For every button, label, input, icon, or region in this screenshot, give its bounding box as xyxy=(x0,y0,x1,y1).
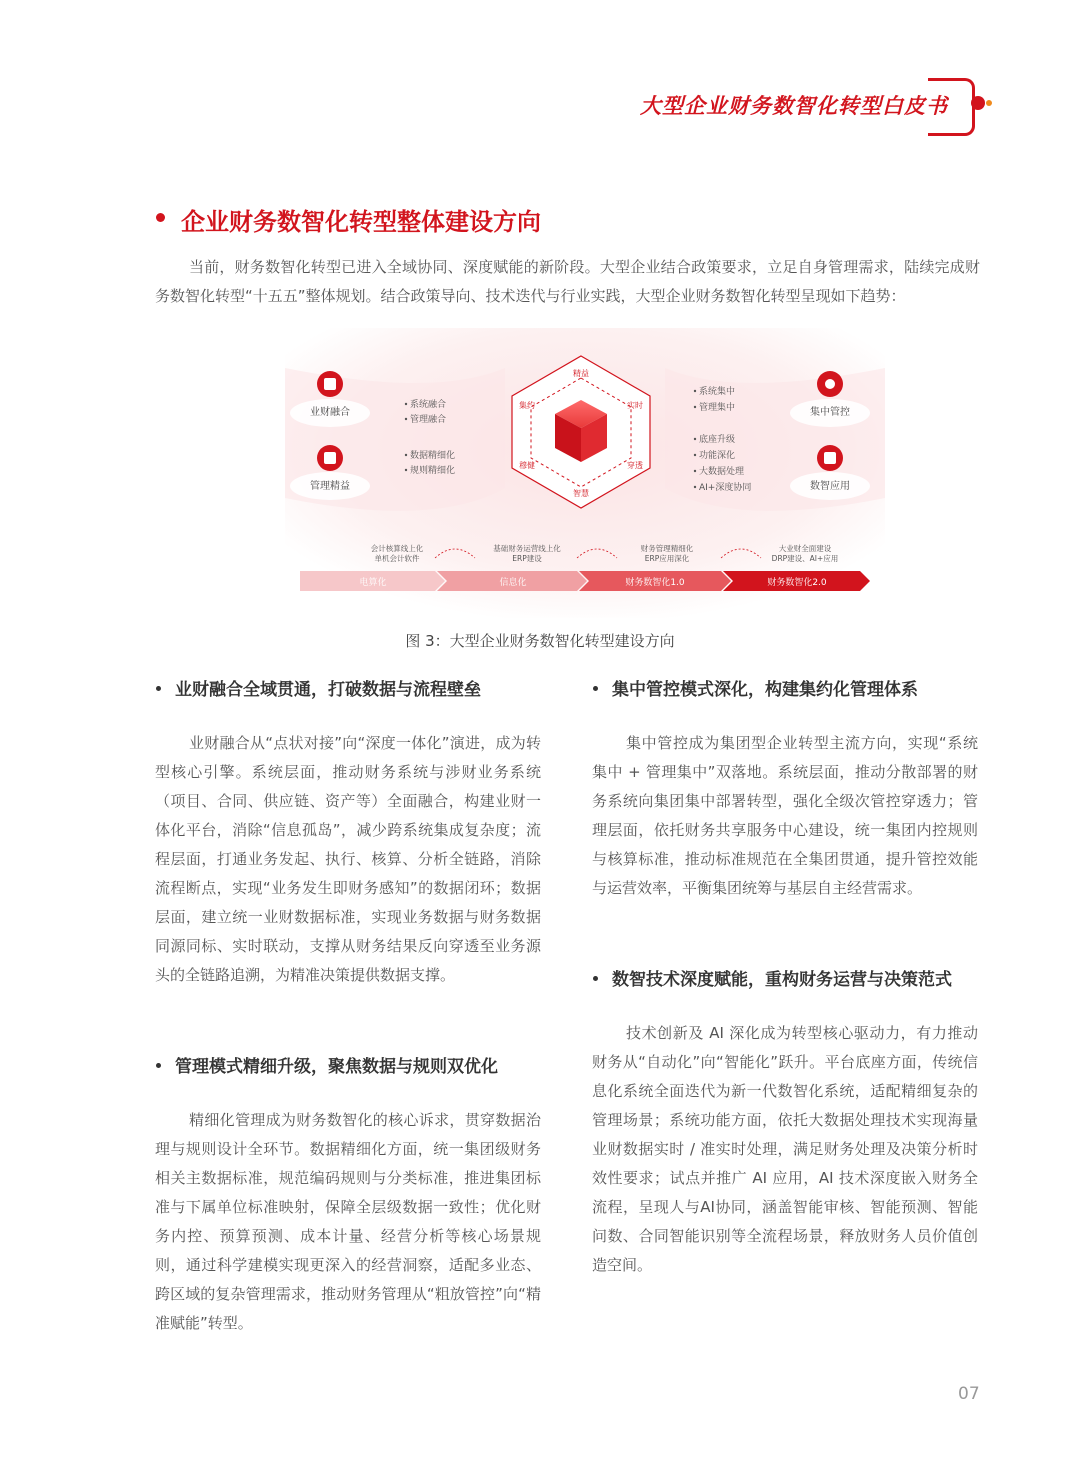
section-bullet-icon xyxy=(156,213,165,222)
figure-caption: 图 3：大型企业财务数智化转型建设方向 xyxy=(405,632,675,650)
bullet-text: AI+深度协同 xyxy=(699,483,752,493)
stage-note: 基础财务运营线上化 xyxy=(493,544,561,553)
hex-label: 智慧 xyxy=(573,489,589,498)
bullet-text: 系统集中 xyxy=(699,387,736,397)
document-header-title: 大型企业财务数智化转型白皮书 xyxy=(640,94,948,118)
hex-label: 精益 xyxy=(573,369,589,378)
subsection-bullet-icon xyxy=(593,686,598,691)
stage-note: DRP建设、AI+应用 xyxy=(771,554,839,563)
page-number: 07 xyxy=(958,1384,980,1404)
header-dot-icon xyxy=(971,96,985,110)
bullet-text: 数据精细化 xyxy=(410,451,456,461)
node-label: 集中管控 xyxy=(810,407,850,418)
stage-label: 电算化 xyxy=(359,578,387,588)
header-frame-decoration xyxy=(928,78,975,136)
subsection-title: 管理模式精细升级，聚焦数据与规则双优化 xyxy=(175,1057,498,1077)
hex-label: 穆健 xyxy=(519,461,535,470)
bullet-text: 大数据处理 xyxy=(699,467,745,477)
node-label: 业财融合 xyxy=(310,407,350,418)
bullet-text: 规则精细化 xyxy=(410,466,456,476)
node-label: 数智应用 xyxy=(810,481,850,492)
bullet-text: 系统融合 xyxy=(410,400,447,410)
stage-note: ERP应用深化 xyxy=(644,554,690,563)
subsection-bullet-icon xyxy=(593,976,598,981)
hex-label: 集约 xyxy=(519,401,535,410)
subsection-body: 集中管控成为集团型企业转型主流方向，实现“系统集中 + 管理集中”双落地。系统层面，推动分散部署的财务系统向集团集中部署转型，强化全级次管控穿透力；管理层面，依托财务共享服务中心建设，统一集团内控规则与核算标准，推动标准规范在全集团贯通，提升管控效能与运营效率，平衡集团统筹与基层自主经营需求。 xyxy=(592,734,978,897)
stage-note: ERP建设 xyxy=(512,554,542,563)
stage-note: 财务管理精细化 xyxy=(640,544,694,553)
stage-note: 大业财全面建设 xyxy=(778,544,832,553)
hex-label: 穿透 xyxy=(627,461,643,470)
subsection-body: 技术创新及 AI 深化成为转型核心驱动力，有力推动财务从“自动化”向“智能化”跃升。平台底座方面，传统信息化系统全面迭代为新一代数智化系统，适配精细复杂的管理场景；系统功能方面，依托大数据处理技术实现海量业财数据实时 / 准实时处理，满足财务处理及决策分析时效性要求；试点并推广 AI 应用，AI 技术深度嵌入财务全流程，呈现人与AI协同，涵盖智能审核、智能预测、智能问数、合同智能识别等全流程场景，释放财务人员价值创造空间。 xyxy=(592,1024,978,1274)
stage-note: 单机会计软件 xyxy=(374,554,420,563)
header-dot-small-icon xyxy=(986,100,992,106)
bullet-text: 功能深化 xyxy=(699,451,736,461)
subsection-bullet-icon xyxy=(156,1063,161,1068)
stage-note: 会计核算线上化 xyxy=(370,544,424,553)
subsection-bullet-icon xyxy=(156,686,161,691)
hex-label: 实时 xyxy=(627,401,643,410)
stage-label: 信息化 xyxy=(499,578,527,588)
subsection-title: 集中管控模式深化，构建集约化管理体系 xyxy=(612,680,918,700)
node-label: 管理精益 xyxy=(310,481,350,492)
stage-label: 财务数智化2.0 xyxy=(767,578,827,588)
subsection-title: 数智技术深度赋能，重构财务运营与决策范式 xyxy=(612,970,952,990)
bullet-text: 管理集中 xyxy=(699,403,736,413)
subsection-body: 业财融合从“点状对接”向“深度一体化”演进，成为转型核心引擎。系统层面，推动财务系统与涉财业务系统（项目、合同、供应链、资产等）全面融合，构建业财一体化平台，消除“信息孤岛”，减少跨系统集成复杂度；流程层面，打通业务发起、执行、核算、分析全链路，消除流程断点，实现“业务发生即财务感知”的数据闭环；数据层面，建立统一业财数据标准，实现业务数据与财务数据同源同标、实时联动，支撑从财务结果反向穿透至业务源头的全链路追溯，为精准决策提供数据支撑。 xyxy=(155,734,541,984)
bullet-text: 底座升级 xyxy=(699,435,736,445)
section-title: 企业财务数智化转型整体建设方向 xyxy=(181,208,541,236)
section-intro-paragraph: 当前，财务数智化转型已进入全域协同、深度赋能的新阶段。大型企业结合政策要求，立足自身管理需求，陆续完成财务数智化转型“十五五”整体规划。结合政策导向、技术迭代与行业实践，大型企业财务数智化转型呈现如下趋势： xyxy=(155,258,980,305)
subsection-body: 精细化管理成为财务数智化的核心诉求，贯穿数据治理与规则设计全环节。数据精细化方面，统一集团级财务相关主数据标准，规范编码规则与分类标准，推进集团标准与下属单位标准映射，保障全层级数据一致性；优化财务内控、预算预测、成本计量、经营分析等核心场景规则，通过科学建模实现更深入的经营洞察，适配多业态、跨区域的复杂管理需求，推动财务管理从“粗放管控”向“精准赋能”转型。 xyxy=(155,1111,541,1332)
stage-label: 财务数智化1.0 xyxy=(625,578,685,588)
transformation-direction-diagram xyxy=(285,328,885,618)
bullet-text: 管理融合 xyxy=(410,415,447,425)
subsection-title: 业财融合全域贯通，打破数据与流程壁垒 xyxy=(175,680,481,700)
